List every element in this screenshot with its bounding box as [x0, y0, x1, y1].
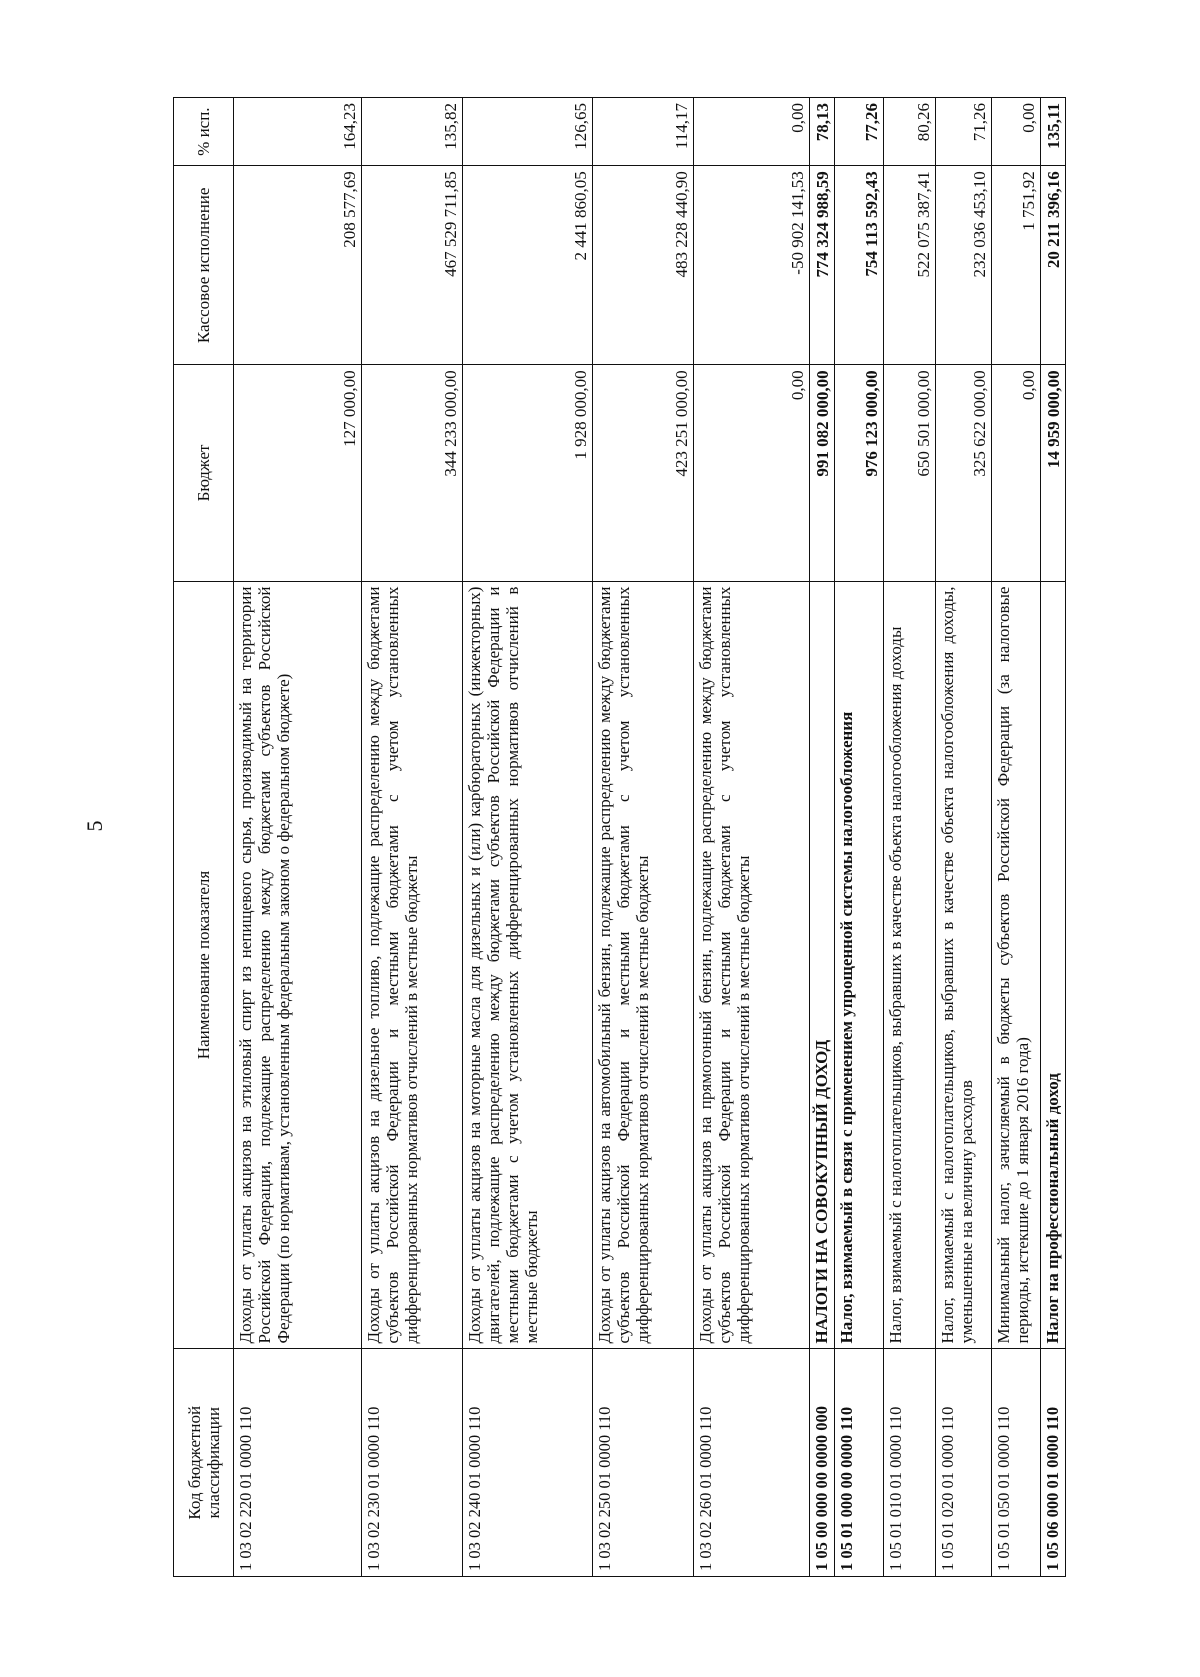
- header-percent: % исп.: [174, 98, 234, 166]
- row-cash: 467 529 711,85: [362, 166, 463, 365]
- row-name: Доходы от уплаты акцизов на прямогонный бензин, подлежащие распределению между бюджетами субъектов Российской Федерации и местными бюджетами с учетом установленных дифференцированных нормативов отчислений в местные бюджеты: [694, 581, 810, 1349]
- row-budget: 0,00: [694, 365, 810, 581]
- table-row: [884, 98, 936, 1577]
- row-code: 1 03 02 220 01 0000 110: [234, 1349, 362, 1577]
- row-percent: 71,26: [935, 98, 991, 166]
- table-row: [694, 98, 810, 1577]
- row-budget: 127 000,00: [234, 365, 362, 581]
- row-name: НАЛОГИ НА СОВОКУПНЫЙ ДОХОД: [809, 581, 834, 1349]
- row-code: 1 05 01 000 00 0000 110: [834, 1349, 884, 1577]
- rotated-table-container: [173, 97, 1066, 1577]
- row-percent: 135,11: [1041, 98, 1066, 166]
- row-code: 1 05 01 010 01 0000 110: [884, 1349, 936, 1577]
- row-percent: 0,00: [694, 98, 810, 166]
- row-code: 1 03 02 260 01 0000 110: [694, 1349, 810, 1577]
- row-name: Доходы от уплаты акцизов на моторные масла для дизельных и (или) карбюраторных (инжекторных) двигателей, подлежащие распределению между бюджетами субъектов Российской Федерации и местными бюджетами с учетом установленных дифференцированных нормативов отчислений в местные бюджеты: [463, 581, 593, 1349]
- row-percent: 126,65: [463, 98, 593, 166]
- row-code: 1 05 00 000 00 0000 000: [809, 1349, 834, 1577]
- row-name: Доходы от уплаты акцизов на этиловый спирт из непищевого сырья, производимый на территории Российской Федерации, подлежащие распределению между бюджетами субъектов Российской Федерации (по нормативам, установленным федеральным законом о федеральном бюджете): [234, 581, 362, 1349]
- row-cash: 2 441 860,05: [463, 166, 593, 365]
- row-percent: 164,23: [234, 98, 362, 166]
- table-row: [593, 98, 694, 1577]
- table-body: [234, 98, 1066, 1577]
- row-cash: 483 228 440,90: [593, 166, 694, 365]
- header-name: Наименование показателя: [174, 581, 234, 1349]
- row-name: Налог, взимаемый с налогоплательщиков, выбравших в качестве объекта налогообложения доходы: [884, 581, 936, 1349]
- table-row: [1041, 98, 1066, 1577]
- row-name: Доходы от уплаты акцизов на автомобильный бензин, подлежащие распределению между бюджетами субъектов Российской Федерации и местными бюджетами с учетом установленных дифференцированных нормативов отчислений в местные бюджеты: [593, 581, 694, 1349]
- row-cash: 20 211 396,16: [1041, 166, 1066, 365]
- row-cash: 232 036 453,10: [935, 166, 991, 365]
- row-budget: 976 123 000,00: [834, 365, 884, 581]
- row-code: 1 05 01 020 01 0000 110: [935, 1349, 991, 1577]
- table-row: [809, 98, 834, 1577]
- revenue-table: [173, 97, 1066, 1577]
- header-code: Код бюджетной классификации: [174, 1349, 234, 1577]
- row-code: 1 03 02 230 01 0000 110: [362, 1349, 463, 1577]
- table-row: [991, 98, 1041, 1577]
- row-code: 1 03 02 250 01 0000 110: [593, 1349, 694, 1577]
- row-code: 1 05 06 000 01 0000 110: [1041, 1349, 1066, 1577]
- header-cash: Кассовое исполнение: [174, 166, 234, 365]
- row-budget: 1 928 000,00: [463, 365, 593, 581]
- row-budget: 650 501 000,00: [884, 365, 936, 581]
- row-name: Доходы от уплаты акцизов на дизельное топливо, подлежащие распределению между бюджетами субъектов Российской Федерации и местными бюджетами с учетом установленных дифференцированных нормативов отчислений в местные бюджеты: [362, 581, 463, 1349]
- row-percent: 135,82: [362, 98, 463, 166]
- table-row: [463, 98, 593, 1577]
- page-number: 5: [82, 820, 107, 832]
- row-budget: 423 251 000,00: [593, 365, 694, 581]
- table-row: [935, 98, 991, 1577]
- table-header-row: [174, 98, 234, 1577]
- row-percent: 77,26: [834, 98, 884, 166]
- row-percent: 114,17: [593, 98, 694, 166]
- row-code: 1 05 01 050 01 0000 110: [991, 1349, 1041, 1577]
- row-cash: 522 075 387,41: [884, 166, 936, 365]
- row-name: Налог, взимаемый с налогоплательщиков, выбравших в качестве объекта налогообложения доходы, уменьшенные на величину расходов: [935, 581, 991, 1349]
- row-percent: 78,13: [809, 98, 834, 166]
- row-name: Налог на профессиональный доход: [1041, 581, 1066, 1349]
- row-code: 1 03 02 240 01 0000 110: [463, 1349, 593, 1577]
- row-cash: 754 113 592,43: [834, 166, 884, 365]
- row-cash: 1 751,92: [991, 166, 1041, 365]
- table-row: [362, 98, 463, 1577]
- table-row: [234, 98, 362, 1577]
- row-percent: 80,26: [884, 98, 936, 166]
- row-cash: -50 902 141,53: [694, 166, 810, 365]
- row-cash: 774 324 988,59: [809, 166, 834, 365]
- header-budget: Бюджет: [174, 365, 234, 581]
- row-budget: 991 082 000,00: [809, 365, 834, 581]
- row-name: Налог, взимаемый в связи с применением упрощенной системы налогообложения: [834, 581, 884, 1349]
- row-name: Минимальный налог, зачисляемый в бюджеты субъектов Российской Федерации (за налоговые периоды, истекшие до 1 января 2016 года): [991, 581, 1041, 1349]
- row-budget: 344 233 000,00: [362, 365, 463, 581]
- row-percent: 0,00: [991, 98, 1041, 166]
- table-row: [834, 98, 884, 1577]
- row-budget: 325 622 000,00: [935, 365, 991, 581]
- row-cash: 208 577,69: [234, 166, 362, 365]
- row-budget: 14 959 000,00: [1041, 365, 1066, 581]
- row-budget: 0,00: [991, 365, 1041, 581]
